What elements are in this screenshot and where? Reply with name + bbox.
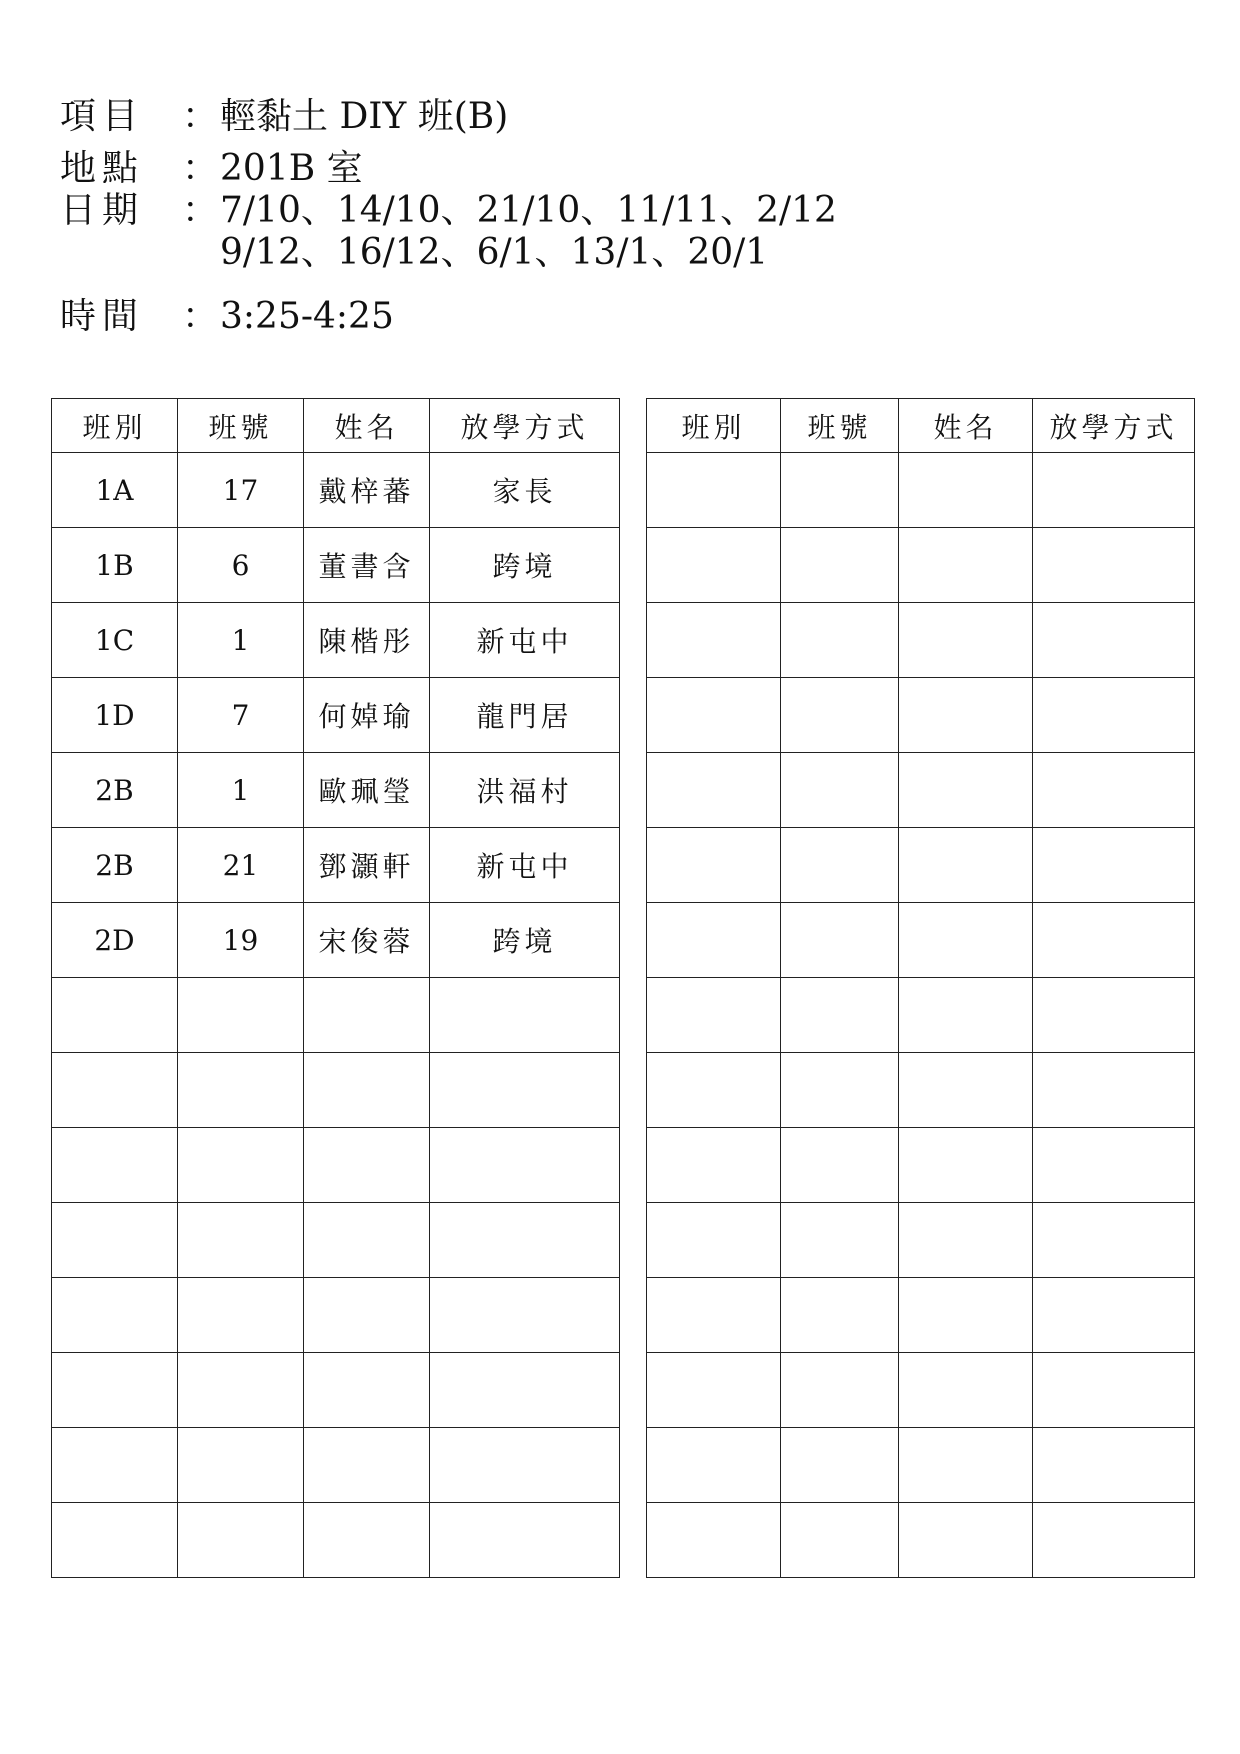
cell-number: 7 — [178, 678, 304, 753]
cell-class: 1B — [52, 528, 178, 603]
table-row — [52, 1128, 620, 1203]
table-row — [52, 1353, 620, 1428]
header-name: 姓名 — [304, 399, 430, 453]
cell-name — [304, 1428, 430, 1503]
cell-name — [899, 903, 1033, 978]
cell-class — [647, 1128, 781, 1203]
cell-method — [1033, 828, 1195, 903]
cell-class — [647, 1278, 781, 1353]
cell-class — [647, 453, 781, 528]
cell-number — [178, 1278, 304, 1353]
cell-method: 龍門居 — [430, 678, 620, 753]
cell-name: 戴梓蕃 — [304, 453, 430, 528]
class-info — [60, 96, 837, 338]
cell-number: 21 — [178, 828, 304, 903]
cell-name — [899, 603, 1033, 678]
cell-number — [781, 828, 899, 903]
cell-class — [647, 1053, 781, 1128]
cell-class — [52, 1503, 178, 1578]
date-values — [220, 190, 837, 274]
time-value: 3:25-4:25 — [220, 296, 394, 337]
cell-number — [781, 978, 899, 1053]
item-colon: ： — [181, 96, 218, 137]
cell-class — [647, 1203, 781, 1278]
table-row — [647, 678, 1195, 753]
table-header-row — [52, 399, 620, 453]
table-row — [52, 753, 620, 828]
item-label: 項目 — [60, 96, 145, 137]
cell-class — [647, 828, 781, 903]
table-row — [647, 828, 1195, 903]
cell-name — [304, 1203, 430, 1278]
student-table-left — [51, 398, 620, 1578]
table-row — [52, 1278, 620, 1353]
cell-class — [647, 528, 781, 603]
table-header-row — [647, 399, 1195, 453]
cell-name — [899, 753, 1033, 828]
table-row — [52, 453, 620, 528]
cell-method — [1033, 1503, 1195, 1578]
cell-name — [899, 1428, 1033, 1503]
table-row — [52, 678, 620, 753]
table-row — [52, 1203, 620, 1278]
table-row — [647, 603, 1195, 678]
table-row — [647, 978, 1195, 1053]
cell-method — [1033, 528, 1195, 603]
cell-name — [899, 1503, 1033, 1578]
cell-method — [430, 1278, 620, 1353]
cell-number — [781, 453, 899, 528]
cell-name — [304, 1278, 430, 1353]
cell-class — [647, 678, 781, 753]
cell-method — [1033, 1428, 1195, 1503]
table-row — [52, 528, 620, 603]
cell-name — [899, 1128, 1033, 1203]
cell-method — [1033, 1278, 1195, 1353]
cell-method: 新屯中 — [430, 603, 620, 678]
cell-name: 何婥瑜 — [304, 678, 430, 753]
place-value: 201B 室 — [220, 148, 363, 189]
cell-name — [899, 453, 1033, 528]
cell-class: 1D — [52, 678, 178, 753]
cell-number: 6 — [178, 528, 304, 603]
cell-number — [781, 1353, 899, 1428]
item-row — [60, 96, 837, 138]
cell-method: 洪福村 — [430, 753, 620, 828]
cell-name: 宋俊蓉 — [304, 903, 430, 978]
table-row — [647, 1353, 1195, 1428]
place-label: 地點 — [60, 148, 145, 189]
cell-name: 歐珮瑩 — [304, 753, 430, 828]
header-method: 放學方式 — [430, 399, 620, 453]
cell-method: 家長 — [430, 453, 620, 528]
cell-class: 2B — [52, 828, 178, 903]
cell-name — [304, 1128, 430, 1203]
cell-number — [781, 1428, 899, 1503]
table-row — [52, 828, 620, 903]
cell-number — [781, 903, 899, 978]
cell-name — [899, 528, 1033, 603]
cell-method — [430, 978, 620, 1053]
cell-method — [1033, 603, 1195, 678]
time-colon: ： — [181, 296, 218, 337]
table-row — [647, 903, 1195, 978]
table-row — [647, 1053, 1195, 1128]
cell-class: 2B — [52, 753, 178, 828]
cell-class — [52, 1128, 178, 1203]
cell-class — [52, 1428, 178, 1503]
cell-name — [304, 1053, 430, 1128]
cell-class — [647, 1503, 781, 1578]
table-row — [52, 1503, 620, 1578]
cell-number — [781, 603, 899, 678]
cell-name — [899, 1278, 1033, 1353]
student-table-right — [646, 398, 1195, 1578]
date-line-2: 9/12、16/12、6/1、13/1、20/1 — [220, 232, 769, 273]
date-colon: ： — [181, 190, 218, 231]
table-row — [52, 903, 620, 978]
cell-method — [430, 1353, 620, 1428]
cell-method — [430, 1428, 620, 1503]
cell-class: 2D — [52, 903, 178, 978]
header-number: 班號 — [178, 399, 304, 453]
table-row — [52, 1428, 620, 1503]
cell-method: 新屯中 — [430, 828, 620, 903]
cell-class: 1C — [52, 603, 178, 678]
cell-name — [899, 678, 1033, 753]
table-row — [52, 603, 620, 678]
cell-method — [1033, 678, 1195, 753]
cell-number: 1 — [178, 753, 304, 828]
table-row — [647, 528, 1195, 603]
header-number: 班號 — [781, 399, 899, 453]
table-row — [647, 453, 1195, 528]
header-class: 班別 — [647, 399, 781, 453]
cell-method — [1033, 978, 1195, 1053]
cell-number — [178, 1203, 304, 1278]
table-row — [647, 1203, 1195, 1278]
table-row — [647, 1503, 1195, 1578]
cell-name — [304, 1353, 430, 1428]
cell-method — [430, 1053, 620, 1128]
cell-class — [647, 1353, 781, 1428]
cell-class — [52, 1353, 178, 1428]
item-value: 輕黏土 DIY 班(B) — [220, 96, 509, 137]
date-row — [60, 190, 837, 274]
table-row — [647, 1278, 1195, 1353]
cell-method — [1033, 453, 1195, 528]
cell-number — [781, 678, 899, 753]
cell-class — [52, 1053, 178, 1128]
cell-method — [1033, 1053, 1195, 1128]
cell-number — [178, 1428, 304, 1503]
table-row — [52, 1053, 620, 1128]
place-row — [60, 148, 837, 190]
time-label: 時間 — [60, 296, 145, 337]
cell-name — [899, 1353, 1033, 1428]
cell-number — [781, 1503, 899, 1578]
cell-number: 17 — [178, 453, 304, 528]
header-name: 姓名 — [899, 399, 1033, 453]
cell-method — [1033, 1353, 1195, 1428]
cell-number: 1 — [178, 603, 304, 678]
cell-class — [647, 603, 781, 678]
cell-number — [781, 753, 899, 828]
date-line-1: 7/10、14/10、21/10、11/11、2/12 — [220, 190, 837, 231]
cell-class — [52, 1278, 178, 1353]
cell-number — [178, 978, 304, 1053]
cell-number — [781, 1278, 899, 1353]
table-row — [647, 1428, 1195, 1503]
place-colon: ： — [181, 148, 218, 189]
cell-number — [781, 528, 899, 603]
cell-name — [899, 978, 1033, 1053]
cell-method: 跨境 — [430, 528, 620, 603]
cell-method — [1033, 753, 1195, 828]
cell-class: 1A — [52, 453, 178, 528]
cell-number — [178, 1053, 304, 1128]
cell-number — [781, 1203, 899, 1278]
cell-class — [52, 1203, 178, 1278]
cell-number — [178, 1353, 304, 1428]
table-row — [647, 1128, 1195, 1203]
cell-method — [430, 1203, 620, 1278]
cell-name: 陳楷彤 — [304, 603, 430, 678]
header-class: 班別 — [52, 399, 178, 453]
cell-name: 鄧灝軒 — [304, 828, 430, 903]
cell-method — [1033, 903, 1195, 978]
cell-number: 19 — [178, 903, 304, 978]
cell-class — [647, 903, 781, 978]
cell-name: 董書含 — [304, 528, 430, 603]
cell-method — [1033, 1203, 1195, 1278]
header-method: 放學方式 — [1033, 399, 1195, 453]
cell-method: 跨境 — [430, 903, 620, 978]
cell-number — [781, 1053, 899, 1128]
cell-name — [899, 1203, 1033, 1278]
cell-name — [304, 1503, 430, 1578]
cell-name — [304, 978, 430, 1053]
cell-number — [781, 1128, 899, 1203]
cell-name — [899, 1053, 1033, 1128]
table-row — [52, 978, 620, 1053]
cell-method — [1033, 1128, 1195, 1203]
table-row — [647, 753, 1195, 828]
date-label: 日期 — [60, 190, 145, 231]
cell-number — [178, 1128, 304, 1203]
time-row — [60, 296, 837, 338]
cell-class — [647, 978, 781, 1053]
cell-name — [899, 828, 1033, 903]
cell-number — [178, 1503, 304, 1578]
cell-class — [647, 1428, 781, 1503]
cell-method — [430, 1128, 620, 1203]
cell-class — [52, 978, 178, 1053]
cell-method — [430, 1503, 620, 1578]
cell-class — [647, 753, 781, 828]
